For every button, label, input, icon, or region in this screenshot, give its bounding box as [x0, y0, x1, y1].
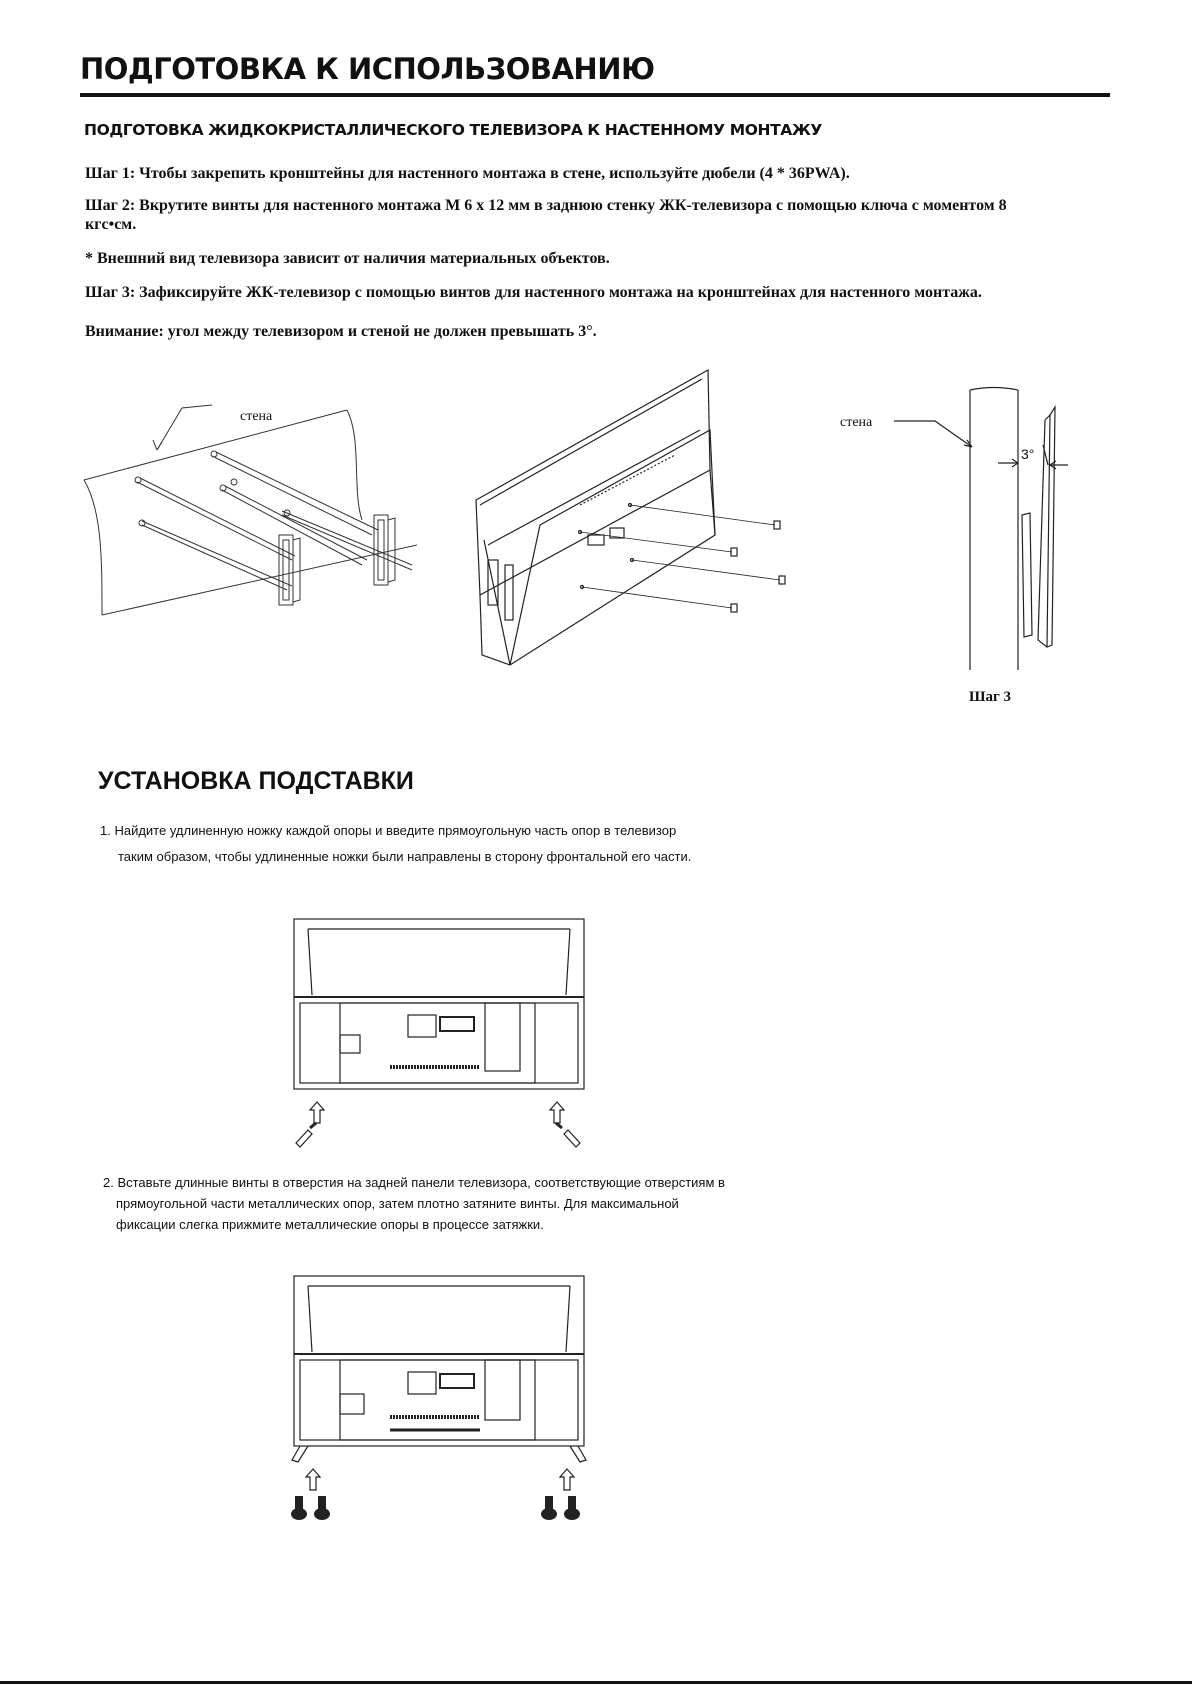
step3-caption: Шаг 3 — [969, 689, 1012, 705]
wall-label-left: стена — [240, 409, 273, 424]
page-title: ПОДГОТОВКА К ИСПОЛЬЗОВАНИЮ — [80, 52, 655, 86]
stand-step1-line2: таким образом, чтобы удлиненные ножки были направлены в сторону фронтальной его части. — [118, 849, 692, 864]
tv-back-stand-step1-illustration — [290, 915, 590, 1165]
wall-label-right: стена — [840, 415, 873, 430]
tv-back-stand-step2-illustration — [290, 1272, 590, 1532]
wall-mount-step2: Шаг 2: Вкрутите винты для настенного монтажа М 6 x 12 мм в заднюю стенку ЖК-телевизора с помощью ключа с моментом 8 кгс•см. — [85, 197, 1007, 233]
wall-mount-step3: Шаг 3: Зафиксируйте ЖК-телевизор с помощью винтов для настенного монтажа на кронштейнах для настенного монтажа. — [85, 284, 982, 301]
bottom-rule — [0, 1681, 1192, 1684]
stand-step2-line2: прямоугольной части металлических опор, затем плотно затяните винты. Для максимальной — [116, 1196, 679, 1211]
stand-step2-line3: фиксации слегка прижмите металлические опоры в процессе затяжки. — [116, 1217, 544, 1232]
wall-mount-step1: Шаг 1: Чтобы закрепить кронштейны для настенного монтажа в стене, используйте дюбели (4 * 36PWA). — [85, 165, 850, 182]
stand-step2-line1: 2. Вставьте длинные винты в отверстия на задней панели телевизора, соответствующие отверстиям в — [103, 1175, 725, 1190]
angle-label: 3° — [1021, 446, 1035, 462]
wall-mount-heading: ПОДГОТОВКА ЖИДКОКРИСТАЛЛИЧЕСКОГО ТЕЛЕВИЗОРА К НАСТЕННОМУ МОНТАЖУ — [84, 121, 822, 139]
side-view-angle-illustration — [880, 385, 1080, 685]
stand-step1-line1: 1. Найдите удлиненную ножку каждой опоры и введите прямоугольную часть опор в телевизор — [100, 823, 677, 838]
tv-back-screws-illustration — [470, 365, 810, 665]
wall-brackets-illustration — [82, 400, 422, 650]
wall-mount-note: * Внешний вид телевизора зависит от наличия материальных объектов. — [85, 250, 610, 267]
title-rule — [80, 93, 1110, 97]
stand-heading: УСТАНОВКА ПОДСТАВКИ — [98, 767, 414, 795]
wall-mount-warning: Внимание: угол между телевизором и стеной не должен превышать 3°. — [85, 323, 597, 340]
